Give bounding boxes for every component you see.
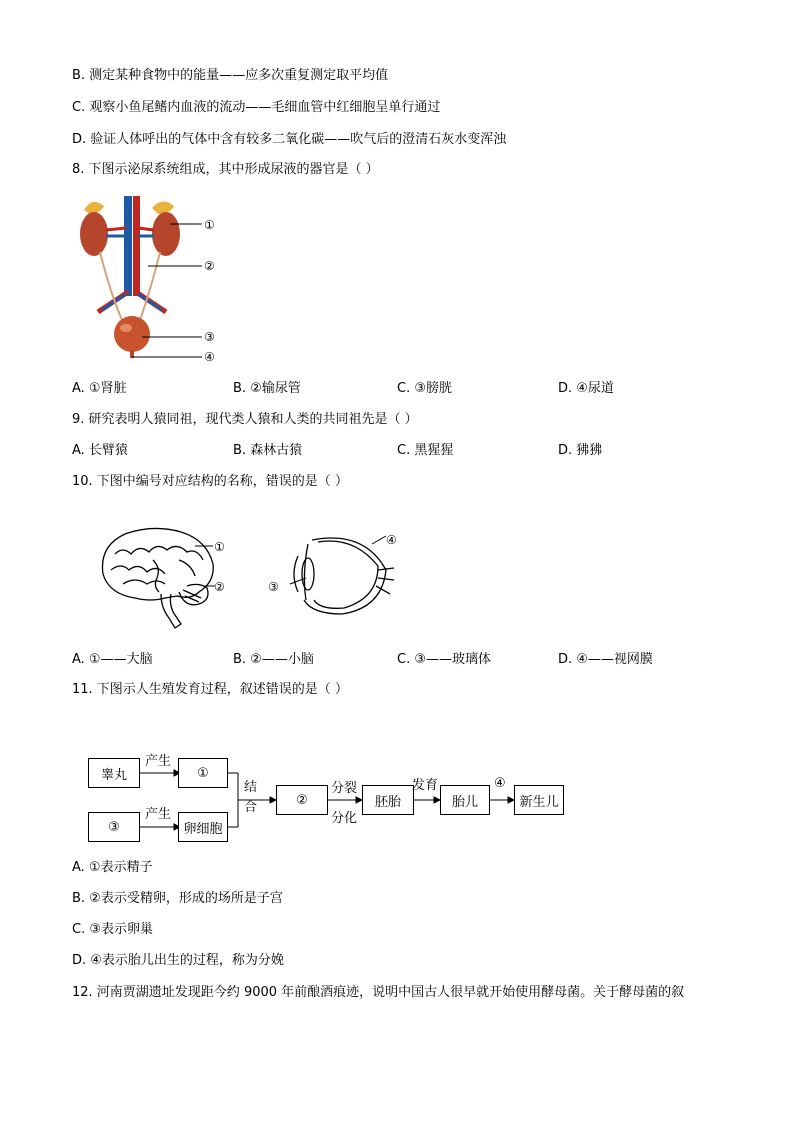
box-circle-2: ② [276, 785, 328, 815]
box-testis: 睾丸 [88, 758, 140, 788]
q8-label-2: ② [204, 259, 215, 273]
q10-option-a: A. ①——大脑 [72, 652, 153, 667]
box-embryo: 胚胎 [362, 785, 414, 815]
q8-label-4: ④ [204, 350, 215, 364]
q7-option-b: B. 测定某种食物中的能量——应多次重复测定取平均值 [72, 68, 389, 83]
q7-option-c: C. 观察小鱼尾鳍内血液的流动——毛细血管中红细胞呈单行通过 [72, 100, 441, 115]
q10-label-4: ④ [386, 533, 397, 547]
q8-stem: 8. 下图示泌尿系统组成，其中形成尿液的器官是（ ） [72, 162, 379, 177]
q11-option-b: B. ②表示受精卵，形成的场所是子宫 [72, 891, 283, 906]
q8-label-3: ③ [204, 330, 215, 344]
q8-option-c: C. ③膀胱 [397, 381, 452, 396]
q9-option-b: B. 森林古猿 [233, 443, 303, 458]
reproduction-flowchart [0, 740, 794, 850]
box-egg: 卵细胞 [178, 812, 228, 842]
q10-option-c: C. ③——玻璃体 [397, 652, 491, 667]
q11-option-c: C. ③表示卵巢 [72, 922, 153, 937]
q10-option-d: D. ④——视网膜 [558, 652, 653, 667]
label-produce-2: 产生 [145, 807, 172, 822]
q8-option-d: D. ④尿道 [558, 381, 614, 396]
q11-stem: 11. 下图示人生殖发育过程，叙述错误的是（ ） [72, 682, 348, 697]
box-circle-3: ③ [88, 812, 140, 842]
q11-option-a: A. ①表示精子 [72, 860, 153, 875]
label-divide: 分裂 [331, 781, 358, 796]
q9-option-d: D. 狒狒 [558, 443, 603, 458]
q9-stem: 9. 研究表明人猿同祖，现代类人猿和人类的共同祖先是（ ） [72, 412, 418, 427]
label-circle-4: ④ [494, 776, 506, 791]
q12-stem: 12. 河南贾湖遗址发现距今约 9000 年前酿酒痕迹，说明中国古人很早就开始使用酵母菌。关于酵母菌的叙 [72, 985, 685, 1000]
eye-figure [282, 530, 402, 620]
q10-option-b: B. ②——小脑 [233, 652, 314, 667]
q8-option-a: A. ①肾脏 [72, 381, 127, 396]
box-fetus: 胎儿 [440, 785, 490, 815]
label-combine-top: 结 [244, 780, 258, 795]
label-differentiate: 分化 [331, 811, 358, 826]
q8-option-b: B. ②输尿管 [233, 381, 301, 396]
q8-label-1: ① [204, 218, 215, 232]
q10-label-1: ① [214, 540, 225, 554]
q10-label-2: ② [214, 580, 225, 594]
q9-option-c: C. 黑猩猩 [397, 443, 454, 458]
q9-option-a: A. 长臂猿 [72, 443, 128, 458]
q10-label-3: ③ [268, 580, 279, 594]
label-combine-bottom: 合 [244, 800, 258, 815]
box-newborn: 新生儿 [514, 785, 564, 815]
box-circle-1: ① [178, 758, 228, 788]
q11-option-d: D. ④表示胎儿出生的过程，称为分娩 [72, 953, 284, 968]
label-develop: 发育 [412, 778, 439, 793]
label-produce-1: 产生 [145, 754, 172, 769]
q10-stem: 10. 下图中编号对应结构的名称，错误的是（ ） [72, 474, 348, 489]
q7-option-d: D. 验证人体呼出的气体中含有较多二氧化碳——吹气后的澄清石灰水变浑浊 [72, 132, 507, 147]
